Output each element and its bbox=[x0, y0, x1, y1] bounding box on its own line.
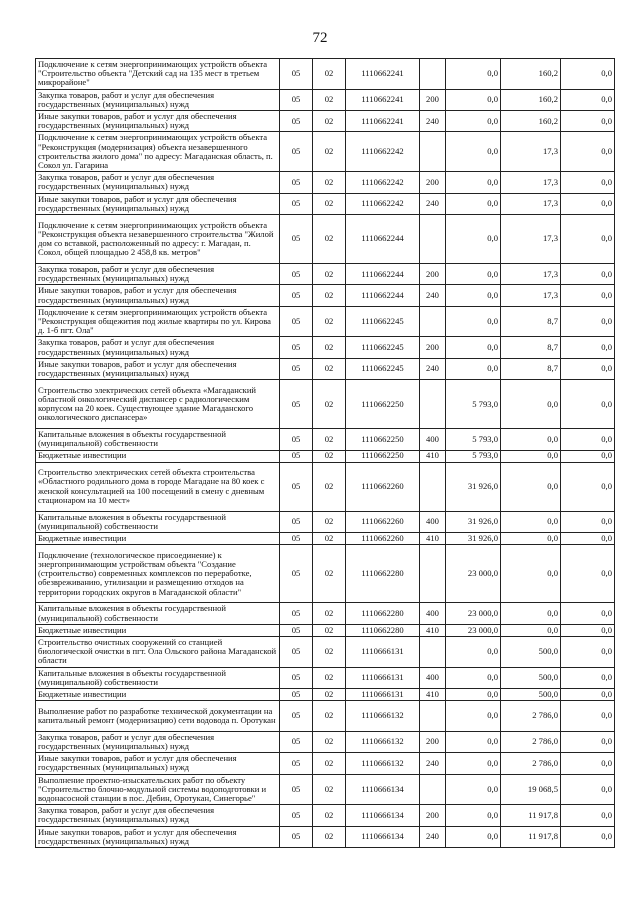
row-section: 05 bbox=[280, 805, 313, 826]
row-sum-1: 31 926,0 bbox=[446, 511, 501, 532]
row-expense-type: 410 bbox=[420, 450, 446, 462]
row-sum-1: 0,0 bbox=[446, 306, 501, 337]
row-subsection: 02 bbox=[313, 667, 346, 688]
row-sum-3: 0,0 bbox=[561, 689, 615, 701]
row-sum-2: 500,0 bbox=[501, 637, 561, 668]
row-target-article: 1110662260 bbox=[346, 533, 420, 545]
row-sum-3: 0,0 bbox=[561, 450, 615, 462]
row-subsection: 02 bbox=[313, 511, 346, 532]
row-sum-3: 0,0 bbox=[561, 624, 615, 636]
row-expense-type bbox=[420, 774, 446, 805]
row-subsection: 02 bbox=[313, 805, 346, 826]
row-section: 05 bbox=[280, 110, 313, 131]
row-sum-1: 5 793,0 bbox=[446, 450, 501, 462]
row-target-article: 1110662260 bbox=[346, 462, 420, 511]
table-row bbox=[36, 306, 615, 337]
row-section: 05 bbox=[280, 545, 313, 603]
row-section: 05 bbox=[280, 285, 313, 306]
row-target-article: 1110662242 bbox=[346, 172, 420, 193]
table-row bbox=[36, 450, 615, 462]
row-expense-type bbox=[420, 132, 446, 172]
row-target-article: 1110662245 bbox=[346, 306, 420, 337]
row-sum-3: 0,0 bbox=[561, 603, 615, 624]
row-name: Закупка товаров, работ и услуг для обеспечения государственных (муниципальных) нужд bbox=[36, 337, 280, 358]
row-expense-type: 400 bbox=[420, 429, 446, 450]
row-sum-2: 0,0 bbox=[501, 429, 561, 450]
row-sum-2: 160,2 bbox=[501, 59, 561, 90]
row-sum-1: 0,0 bbox=[446, 89, 501, 110]
row-expense-type: 200 bbox=[420, 337, 446, 358]
row-expense-type: 400 bbox=[420, 667, 446, 688]
row-sum-2: 8,7 bbox=[501, 306, 561, 337]
row-sum-3: 0,0 bbox=[561, 701, 615, 732]
row-subsection: 02 bbox=[313, 214, 346, 263]
table-row bbox=[36, 545, 615, 603]
row-subsection: 02 bbox=[313, 701, 346, 732]
row-subsection: 02 bbox=[313, 545, 346, 603]
row-target-article: 1110662250 bbox=[346, 450, 420, 462]
row-target-article: 1110662244 bbox=[346, 285, 420, 306]
table-row bbox=[36, 805, 615, 826]
row-name: Закупка товаров, работ и услуг для обеспечения государственных (муниципальных) нужд bbox=[36, 172, 280, 193]
row-name: Выполнение проектно-изыскательских работ по объекту "Строительство блочно-модульной системы водоподготовки и водонасосной станции в пос. Дебин, Оротукан, Синегорье" bbox=[36, 774, 280, 805]
row-sum-2: 0,0 bbox=[501, 462, 561, 511]
row-subsection: 02 bbox=[313, 462, 346, 511]
table-row bbox=[36, 429, 615, 450]
row-sum-3: 0,0 bbox=[561, 193, 615, 214]
row-sum-2: 2 786,0 bbox=[501, 701, 561, 732]
row-sum-3: 0,0 bbox=[561, 774, 615, 805]
row-section: 05 bbox=[280, 689, 313, 701]
row-expense-type bbox=[420, 380, 446, 429]
row-section: 05 bbox=[280, 306, 313, 337]
table-row bbox=[36, 511, 615, 532]
row-sum-2: 17,3 bbox=[501, 193, 561, 214]
row-subsection: 02 bbox=[313, 193, 346, 214]
row-sum-3: 0,0 bbox=[561, 667, 615, 688]
row-sum-3: 0,0 bbox=[561, 545, 615, 603]
row-section: 05 bbox=[280, 172, 313, 193]
row-target-article: 1110662280 bbox=[346, 603, 420, 624]
row-sum-1: 0,0 bbox=[446, 110, 501, 131]
row-sum-2: 500,0 bbox=[501, 667, 561, 688]
row-expense-type: 240 bbox=[420, 285, 446, 306]
row-name: Иные закупки товаров, работ и услуг для обеспечения государственных (муниципальных) нужд bbox=[36, 753, 280, 774]
row-expense-type bbox=[420, 545, 446, 603]
row-target-article: 1110662241 bbox=[346, 110, 420, 131]
row-sum-2: 160,2 bbox=[501, 110, 561, 131]
row-name: Строительство электрических сетей объекта строительства «Областного родильного дома в городе Магадане на 80 коек с женской консультацией на 100 посещений в смену с дневным стационаром на 10 мест» bbox=[36, 462, 280, 511]
row-sum-1: 0,0 bbox=[446, 214, 501, 263]
row-sum-3: 0,0 bbox=[561, 337, 615, 358]
table-row bbox=[36, 667, 615, 688]
row-name: Капитальные вложения в объекты государственной (муниципальной) собственности bbox=[36, 667, 280, 688]
table-row bbox=[36, 132, 615, 172]
row-sum-2: 8,7 bbox=[501, 358, 561, 379]
row-sum-3: 0,0 bbox=[561, 132, 615, 172]
row-name: Подключение к сетям энергопринимающих устройств объекта "Строительство объекта "Детский сад на 135 мест в третьем микрорайоне" bbox=[36, 59, 280, 90]
row-expense-type: 200 bbox=[420, 731, 446, 752]
row-subsection: 02 bbox=[313, 689, 346, 701]
table-row bbox=[36, 624, 615, 636]
table-row bbox=[36, 172, 615, 193]
row-target-article: 1110666132 bbox=[346, 753, 420, 774]
row-expense-type: 410 bbox=[420, 533, 446, 545]
row-subsection: 02 bbox=[313, 380, 346, 429]
table-row bbox=[36, 337, 615, 358]
row-section: 05 bbox=[280, 380, 313, 429]
row-expense-type: 240 bbox=[420, 753, 446, 774]
row-sum-1: 0,0 bbox=[446, 132, 501, 172]
row-sum-3: 0,0 bbox=[561, 172, 615, 193]
row-section: 05 bbox=[280, 89, 313, 110]
row-target-article: 1110666134 bbox=[346, 826, 420, 847]
row-subsection: 02 bbox=[313, 132, 346, 172]
row-expense-type: 400 bbox=[420, 511, 446, 532]
table-row bbox=[36, 110, 615, 131]
row-target-article: 1110662250 bbox=[346, 380, 420, 429]
table-row bbox=[36, 380, 615, 429]
row-name: Капитальные вложения в объекты государственной (муниципальной) собственности bbox=[36, 511, 280, 532]
row-sum-2: 2 786,0 bbox=[501, 753, 561, 774]
row-sum-2: 0,0 bbox=[501, 380, 561, 429]
page-number: 72 bbox=[312, 30, 328, 46]
row-section: 05 bbox=[280, 667, 313, 688]
row-sum-3: 0,0 bbox=[561, 429, 615, 450]
row-subsection: 02 bbox=[313, 637, 346, 668]
row-subsection: 02 bbox=[313, 337, 346, 358]
row-sum-2: 0,0 bbox=[501, 624, 561, 636]
row-section: 05 bbox=[280, 701, 313, 732]
row-name: Подключение к сетям энергопринимающих устройств объекта "Реконструкция общежития под жилые квартиры по ул. Кирова д. 1-б пгт. Ола" bbox=[36, 306, 280, 337]
row-sum-3: 0,0 bbox=[561, 805, 615, 826]
row-sum-1: 0,0 bbox=[446, 337, 501, 358]
row-sum-1: 0,0 bbox=[446, 59, 501, 90]
row-sum-1: 0,0 bbox=[446, 263, 501, 284]
table-row bbox=[36, 462, 615, 511]
row-target-article: 1110662241 bbox=[346, 59, 420, 90]
row-name: Бюджетные инвестиции bbox=[36, 533, 280, 545]
row-subsection: 02 bbox=[313, 306, 346, 337]
table-row bbox=[36, 701, 615, 732]
row-sum-1: 23 000,0 bbox=[446, 545, 501, 603]
row-section: 05 bbox=[280, 826, 313, 847]
row-sum-2: 11 917,8 bbox=[501, 826, 561, 847]
row-sum-1: 0,0 bbox=[446, 193, 501, 214]
row-target-article: 1110662245 bbox=[346, 337, 420, 358]
row-section: 05 bbox=[280, 637, 313, 668]
row-name: Подключение к сетям энергопринимающих устройств объекта "Реконструкция (модернизация) объекта незавершенного строительства жилого дома" по адресу: Магаданская область, п. Сокол ул. Гагарина bbox=[36, 132, 280, 172]
table-row bbox=[36, 826, 615, 847]
row-section: 05 bbox=[280, 263, 313, 284]
row-sum-2: 17,3 bbox=[501, 214, 561, 263]
row-sum-1: 5 793,0 bbox=[446, 429, 501, 450]
row-name: Капитальные вложения в объекты государственной (муниципальной) собственности bbox=[36, 603, 280, 624]
row-name: Бюджетные инвестиции bbox=[36, 450, 280, 462]
row-name: Капитальные вложения в объекты государственной (муниципальной) собственности bbox=[36, 429, 280, 450]
row-sum-1: 0,0 bbox=[446, 826, 501, 847]
row-name: Закупка товаров, работ и услуг для обеспечения государственных (муниципальных) нужд bbox=[36, 731, 280, 752]
row-sum-3: 0,0 bbox=[561, 263, 615, 284]
row-section: 05 bbox=[280, 450, 313, 462]
row-subsection: 02 bbox=[313, 110, 346, 131]
row-sum-3: 0,0 bbox=[561, 358, 615, 379]
row-target-article: 1110662280 bbox=[346, 545, 420, 603]
table-row bbox=[36, 263, 615, 284]
row-subsection: 02 bbox=[313, 753, 346, 774]
row-expense-type: 240 bbox=[420, 193, 446, 214]
row-expense-type: 410 bbox=[420, 624, 446, 636]
row-target-article: 1110662245 bbox=[346, 358, 420, 379]
row-target-article: 1110662241 bbox=[346, 89, 420, 110]
row-name: Закупка товаров, работ и услуг для обеспечения государственных (муниципальных) нужд bbox=[36, 89, 280, 110]
row-section: 05 bbox=[280, 462, 313, 511]
row-sum-1: 0,0 bbox=[446, 805, 501, 826]
table-row bbox=[36, 358, 615, 379]
row-section: 05 bbox=[280, 603, 313, 624]
row-sum-1: 31 926,0 bbox=[446, 462, 501, 511]
row-sum-2: 0,0 bbox=[501, 533, 561, 545]
row-target-article: 1110662242 bbox=[346, 193, 420, 214]
row-target-article: 1110666131 bbox=[346, 667, 420, 688]
row-target-article: 1110662250 bbox=[346, 429, 420, 450]
row-sum-3: 0,0 bbox=[561, 89, 615, 110]
row-name: Иные закупки товаров, работ и услуг для обеспечения государственных (муниципальных) нужд bbox=[36, 826, 280, 847]
row-section: 05 bbox=[280, 429, 313, 450]
row-expense-type bbox=[420, 637, 446, 668]
row-sum-3: 0,0 bbox=[561, 731, 615, 752]
row-subsection: 02 bbox=[313, 358, 346, 379]
row-name: Иные закупки товаров, работ и услуг для обеспечения государственных (муниципальных) нужд bbox=[36, 285, 280, 306]
table-row bbox=[36, 533, 615, 545]
row-target-article: 1110662244 bbox=[346, 214, 420, 263]
row-sum-1: 23 000,0 bbox=[446, 603, 501, 624]
row-subsection: 02 bbox=[313, 450, 346, 462]
row-section: 05 bbox=[280, 337, 313, 358]
row-sum-3: 0,0 bbox=[561, 285, 615, 306]
row-subsection: 02 bbox=[313, 603, 346, 624]
row-sum-1: 0,0 bbox=[446, 753, 501, 774]
row-sum-2: 500,0 bbox=[501, 689, 561, 701]
row-sum-3: 0,0 bbox=[561, 380, 615, 429]
row-expense-type: 240 bbox=[420, 826, 446, 847]
row-section: 05 bbox=[280, 132, 313, 172]
row-sum-2: 8,7 bbox=[501, 337, 561, 358]
row-subsection: 02 bbox=[313, 826, 346, 847]
row-sum-1: 0,0 bbox=[446, 701, 501, 732]
row-subsection: 02 bbox=[313, 172, 346, 193]
row-target-article: 1110662244 bbox=[346, 263, 420, 284]
row-sum-2: 0,0 bbox=[501, 545, 561, 603]
row-expense-type: 200 bbox=[420, 263, 446, 284]
budget-table bbox=[35, 58, 615, 848]
row-sum-1: 31 926,0 bbox=[446, 533, 501, 545]
row-target-article: 1110662242 bbox=[346, 132, 420, 172]
table-row bbox=[36, 59, 615, 90]
row-name: Выполнение работ по разработке технической документации на капитальный ремонт (модернизацию) сети водовода п. Оротукан bbox=[36, 701, 280, 732]
row-expense-type: 200 bbox=[420, 805, 446, 826]
row-target-article: 1110666132 bbox=[346, 701, 420, 732]
row-sum-2: 17,3 bbox=[501, 285, 561, 306]
row-section: 05 bbox=[280, 533, 313, 545]
row-expense-type bbox=[420, 59, 446, 90]
row-sum-3: 0,0 bbox=[561, 214, 615, 263]
row-subsection: 02 bbox=[313, 774, 346, 805]
row-target-article: 1110666134 bbox=[346, 774, 420, 805]
row-target-article: 1110666134 bbox=[346, 805, 420, 826]
row-section: 05 bbox=[280, 511, 313, 532]
table-row bbox=[36, 193, 615, 214]
row-name: Иные закупки товаров, работ и услуг для обеспечения государственных (муниципальных) нужд bbox=[36, 358, 280, 379]
row-target-article: 1110662260 bbox=[346, 511, 420, 532]
row-name: Строительство электрических сетей объекта «Магаданский областной онкологический диспансер с радиологическим корпусом на 20 коек. Существующее здание Магаданского онкологического диспансера» bbox=[36, 380, 280, 429]
row-sum-3: 0,0 bbox=[561, 462, 615, 511]
row-sum-1: 0,0 bbox=[446, 358, 501, 379]
row-sum-1: 0,0 bbox=[446, 172, 501, 193]
table-row bbox=[36, 689, 615, 701]
row-sum-1: 0,0 bbox=[446, 689, 501, 701]
row-subsection: 02 bbox=[313, 59, 346, 90]
row-target-article: 1110666131 bbox=[346, 689, 420, 701]
row-section: 05 bbox=[280, 753, 313, 774]
row-sum-2: 17,3 bbox=[501, 132, 561, 172]
row-target-article: 1110662280 bbox=[346, 624, 420, 636]
row-sum-1: 0,0 bbox=[446, 731, 501, 752]
row-sum-3: 0,0 bbox=[561, 511, 615, 532]
row-name: Закупка товаров, работ и услуг для обеспечения государственных (муниципальных) нужд bbox=[36, 263, 280, 284]
row-name: Подключение (технологическое присоединение) к энергопринимающим устройствам объекта "Создание (строительство) современных комплексов по переработке, обезвреживанию, утилизации и размещению отходов на территории городских округов в Магаданской области" bbox=[36, 545, 280, 603]
row-sum-3: 0,0 bbox=[561, 306, 615, 337]
table-row bbox=[36, 603, 615, 624]
row-sum-2: 17,3 bbox=[501, 263, 561, 284]
row-expense-type bbox=[420, 214, 446, 263]
row-expense-type: 410 bbox=[420, 689, 446, 701]
row-target-article: 1110666132 bbox=[346, 731, 420, 752]
table-row bbox=[36, 637, 615, 668]
row-expense-type: 200 bbox=[420, 172, 446, 193]
row-sum-2: 0,0 bbox=[501, 603, 561, 624]
row-name: Иные закупки товаров, работ и услуг для обеспечения государственных (муниципальных) нужд bbox=[36, 110, 280, 131]
table-row bbox=[36, 285, 615, 306]
table-row bbox=[36, 774, 615, 805]
row-sum-3: 0,0 bbox=[561, 110, 615, 131]
row-subsection: 02 bbox=[313, 89, 346, 110]
row-subsection: 02 bbox=[313, 263, 346, 284]
row-subsection: 02 bbox=[313, 429, 346, 450]
row-sum-1: 0,0 bbox=[446, 285, 501, 306]
row-sum-1: 23 000,0 bbox=[446, 624, 501, 636]
row-sum-3: 0,0 bbox=[561, 533, 615, 545]
row-sum-3: 0,0 bbox=[561, 753, 615, 774]
row-section: 05 bbox=[280, 358, 313, 379]
table-row bbox=[36, 89, 615, 110]
row-expense-type: 240 bbox=[420, 358, 446, 379]
row-name: Бюджетные инвестиции bbox=[36, 624, 280, 636]
row-sum-1: 0,0 bbox=[446, 637, 501, 668]
row-name: Подключение к сетям энергопринимающих устройств объекта "Реконструкция объекта незавершенного строительства "Жилой дом со вставкой, расположенный по адресу: г. Магадан, п. Сокол, общей площадью 2 458,8 кв. метров" bbox=[36, 214, 280, 263]
row-subsection: 02 bbox=[313, 533, 346, 545]
row-name: Бюджетные инвестиции bbox=[36, 689, 280, 701]
row-expense-type: 400 bbox=[420, 603, 446, 624]
row-expense-type: 200 bbox=[420, 89, 446, 110]
row-sum-1: 0,0 bbox=[446, 667, 501, 688]
row-subsection: 02 bbox=[313, 731, 346, 752]
row-expense-type bbox=[420, 701, 446, 732]
table-row bbox=[36, 731, 615, 752]
row-subsection: 02 bbox=[313, 624, 346, 636]
row-expense-type bbox=[420, 462, 446, 511]
row-section: 05 bbox=[280, 774, 313, 805]
row-sum-3: 0,0 bbox=[561, 59, 615, 90]
row-expense-type bbox=[420, 306, 446, 337]
row-name: Строительство очистных сооружений со станцией биологической очистки в пгт. Ола Ольского района Магаданской области bbox=[36, 637, 280, 668]
row-section: 05 bbox=[280, 214, 313, 263]
row-sum-2: 17,3 bbox=[501, 172, 561, 193]
row-sum-1: 5 793,0 bbox=[446, 380, 501, 429]
row-expense-type: 240 bbox=[420, 110, 446, 131]
row-sum-2: 0,0 bbox=[501, 511, 561, 532]
row-section: 05 bbox=[280, 193, 313, 214]
row-target-article: 1110666131 bbox=[346, 637, 420, 668]
row-sum-2: 19 068,5 bbox=[501, 774, 561, 805]
row-sum-1: 0,0 bbox=[446, 774, 501, 805]
row-section: 05 bbox=[280, 624, 313, 636]
table-row bbox=[36, 214, 615, 263]
row-sum-3: 0,0 bbox=[561, 637, 615, 668]
row-sum-2: 0,0 bbox=[501, 450, 561, 462]
row-sum-2: 11 917,8 bbox=[501, 805, 561, 826]
row-name: Иные закупки товаров, работ и услуг для обеспечения государственных (муниципальных) нужд bbox=[36, 193, 280, 214]
row-sum-2: 2 786,0 bbox=[501, 731, 561, 752]
table-row bbox=[36, 753, 615, 774]
row-sum-2: 160,2 bbox=[501, 89, 561, 110]
row-subsection: 02 bbox=[313, 285, 346, 306]
row-sum-3: 0,0 bbox=[561, 826, 615, 847]
row-section: 05 bbox=[280, 731, 313, 752]
row-name: Закупка товаров, работ и услуг для обеспечения государственных (муниципальных) нужд bbox=[36, 805, 280, 826]
row-section: 05 bbox=[280, 59, 313, 90]
